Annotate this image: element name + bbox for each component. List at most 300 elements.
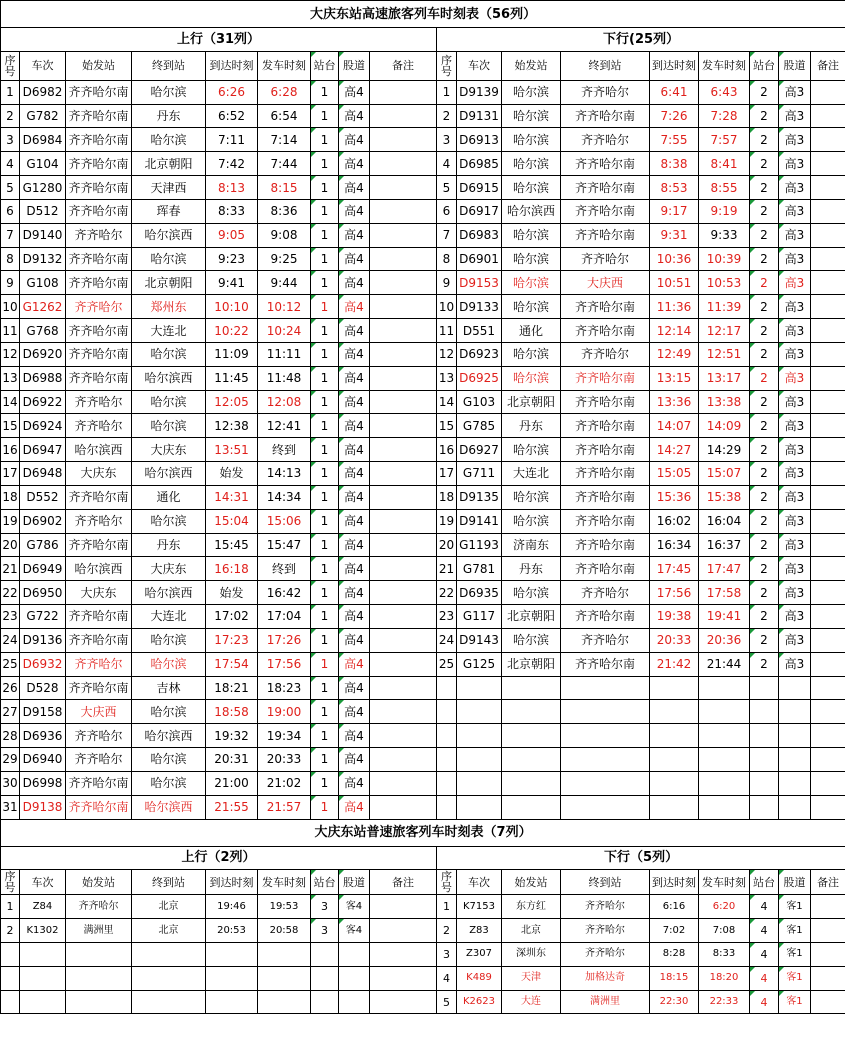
up-platform: 1 [311, 319, 339, 343]
down-row-number [437, 676, 457, 700]
up-departure-time: 16:42 [258, 581, 311, 605]
down-platform: 2 [750, 509, 779, 533]
down-arrival-time: 14:27 [650, 438, 699, 462]
up-terminal-station [132, 966, 206, 990]
table-row [1, 652, 845, 676]
up-remarks [370, 342, 437, 366]
down-track: 高3 [779, 557, 811, 581]
down-platform: 2 [750, 271, 779, 295]
down-row-number: 17 [437, 462, 457, 486]
down-track: 高3 [779, 319, 811, 343]
up-track: 高4 [339, 724, 370, 748]
table-row [1, 509, 845, 533]
up-terminal-station: 哈尔滨 [132, 748, 206, 772]
down-platform: 2 [750, 247, 779, 271]
up-track: 高4 [339, 652, 370, 676]
up-row-number: 20 [1, 533, 20, 557]
up-remarks [370, 966, 437, 990]
down-terminal-station: 齐齐哈尔 [561, 942, 650, 966]
table-row [1, 366, 845, 390]
up-remarks [370, 605, 437, 629]
up-platform: 1 [311, 247, 339, 271]
down-arrival-time: 6:16 [650, 895, 699, 919]
down-row-number [437, 795, 457, 819]
down-train-number: D9133 [457, 295, 502, 319]
up-row-number: 28 [1, 724, 20, 748]
down-remarks [811, 152, 845, 176]
up-row-number: 25 [1, 652, 20, 676]
down-arrival-time: 12:14 [650, 319, 699, 343]
up-remarks [370, 895, 437, 919]
down-origin-station: 深圳东 [502, 942, 561, 966]
up-departure-time: 19:53 [258, 895, 311, 919]
down-origin-station [502, 676, 561, 700]
down-platform [750, 771, 779, 795]
header-departure-time: 发车时刻 [258, 870, 311, 895]
down-origin-station: 哈尔滨 [502, 176, 561, 200]
header-track: 股道 [779, 51, 811, 80]
header-arrival-time: 到达时刻 [206, 51, 258, 80]
hs-direction-row [1, 28, 845, 52]
table-row [1, 990, 845, 1014]
down-train-number: D6917 [457, 199, 502, 223]
down-train-number: D9143 [457, 628, 502, 652]
down-arrival-time: 13:36 [650, 390, 699, 414]
up-train-number: D6920 [20, 342, 66, 366]
up-origin-station: 齐齐哈尔南 [66, 80, 132, 104]
up-platform: 1 [311, 414, 339, 438]
up-track: 高4 [339, 152, 370, 176]
down-departure-time: 19:41 [699, 605, 750, 629]
down-track: 客1 [779, 966, 811, 990]
down-platform: 4 [750, 990, 779, 1014]
up-train-number [20, 942, 66, 966]
header-origin-station: 始发站 [502, 870, 561, 895]
up-origin-station: 齐齐哈尔南 [66, 605, 132, 629]
down-platform: 2 [750, 581, 779, 605]
up-terminal-station: 吉林 [132, 676, 206, 700]
down-origin-station: 通化 [502, 319, 561, 343]
hs-title-row [1, 1, 845, 28]
down-track: 高3 [779, 128, 811, 152]
down-remarks [811, 605, 845, 629]
down-track: 高3 [779, 438, 811, 462]
up-arrival-time: 20:31 [206, 748, 258, 772]
up-platform: 3 [311, 919, 339, 943]
table-row [1, 676, 845, 700]
up-terminal-station: 丹东 [132, 533, 206, 557]
up-row-number: 15 [1, 414, 20, 438]
table-row [1, 966, 845, 990]
down-departure-time: 8:55 [699, 176, 750, 200]
header-row-number: 序号 [1, 870, 20, 895]
down-departure-time: 11:39 [699, 295, 750, 319]
up-row-number: 16 [1, 438, 20, 462]
down-arrival-time: 20:33 [650, 628, 699, 652]
up-track: 客4 [339, 919, 370, 943]
up-row-number: 2 [1, 919, 20, 943]
up-platform: 1 [311, 462, 339, 486]
up-departure-time: 17:04 [258, 605, 311, 629]
down-origin-station [502, 771, 561, 795]
down-train-number: K2623 [457, 990, 502, 1014]
down-platform: 2 [750, 414, 779, 438]
up-terminal-station: 大庆东 [132, 438, 206, 462]
down-terminal-station: 齐齐哈尔南 [561, 223, 650, 247]
up-train-number: D512 [20, 199, 66, 223]
up-terminal-station: 北京朝阳 [132, 152, 206, 176]
down-arrival-time: 22:30 [650, 990, 699, 1014]
down-track [779, 795, 811, 819]
down-departure-time: 6:43 [699, 80, 750, 104]
ns-up-title: 上行（2列） [1, 846, 437, 870]
up-row-number: 4 [1, 152, 20, 176]
down-train-number: G1193 [457, 533, 502, 557]
up-terminal-station [132, 990, 206, 1014]
up-arrival-time: 19:32 [206, 724, 258, 748]
down-remarks [811, 414, 845, 438]
table-row [1, 128, 845, 152]
up-platform: 1 [311, 676, 339, 700]
header-terminal-station: 终到站 [561, 870, 650, 895]
down-remarks [811, 557, 845, 581]
up-origin-station: 齐齐哈尔南 [66, 771, 132, 795]
up-origin-station: 齐齐哈尔 [66, 509, 132, 533]
down-remarks [811, 895, 845, 919]
header-departure-time: 发车时刻 [699, 51, 750, 80]
down-terminal-station: 齐齐哈尔 [561, 342, 650, 366]
table-row [1, 438, 845, 462]
up-origin-station: 齐齐哈尔南 [66, 128, 132, 152]
up-train-number: G1262 [20, 295, 66, 319]
up-departure-time [258, 966, 311, 990]
up-arrival-time: 7:11 [206, 128, 258, 152]
down-row-number: 16 [437, 438, 457, 462]
up-row-number [1, 990, 20, 1014]
down-platform: 2 [750, 176, 779, 200]
up-train-number: D6948 [20, 462, 66, 486]
up-departure-time: 9:08 [258, 223, 311, 247]
down-departure-time: 15:07 [699, 462, 750, 486]
ns-title: 大庆东站普速旅客列车时刻表（7列） [1, 819, 845, 846]
down-departure-time: 21:44 [699, 652, 750, 676]
down-arrival-time [650, 724, 699, 748]
down-terminal-station: 齐齐哈尔 [561, 80, 650, 104]
down-origin-station: 大连北 [502, 462, 561, 486]
down-row-number: 11 [437, 319, 457, 343]
up-departure-time: 11:48 [258, 366, 311, 390]
up-arrival-time: 6:26 [206, 80, 258, 104]
up-arrival-time: 8:33 [206, 199, 258, 223]
down-departure-time: 9:19 [699, 199, 750, 223]
down-row-number [437, 700, 457, 724]
down-terminal-station [561, 795, 650, 819]
up-origin-station [66, 990, 132, 1014]
up-arrival-time: 10:22 [206, 319, 258, 343]
up-row-number: 7 [1, 223, 20, 247]
up-origin-station: 齐齐哈尔 [66, 724, 132, 748]
up-platform: 1 [311, 748, 339, 772]
down-train-number: D6985 [457, 152, 502, 176]
down-origin-station [502, 795, 561, 819]
down-remarks [811, 771, 845, 795]
down-terminal-station: 齐齐哈尔南 [561, 199, 650, 223]
up-platform: 1 [311, 652, 339, 676]
up-track: 高4 [339, 628, 370, 652]
down-origin-station: 哈尔滨 [502, 223, 561, 247]
down-platform: 4 [750, 966, 779, 990]
down-row-number: 5 [437, 990, 457, 1014]
down-remarks [811, 247, 845, 271]
down-departure-time: 6:20 [699, 895, 750, 919]
down-track: 高3 [779, 414, 811, 438]
table-row [1, 700, 845, 724]
down-row-number: 4 [437, 152, 457, 176]
down-track [779, 771, 811, 795]
table-row [1, 795, 845, 819]
down-departure-time: 13:17 [699, 366, 750, 390]
up-track: 高4 [339, 581, 370, 605]
up-arrival-time: 17:54 [206, 652, 258, 676]
up-departure-time: 21:57 [258, 795, 311, 819]
up-track: 高4 [339, 771, 370, 795]
up-departure-time: 10:24 [258, 319, 311, 343]
up-origin-station: 齐齐哈尔南 [66, 271, 132, 295]
down-train-number: G711 [457, 462, 502, 486]
up-remarks [370, 628, 437, 652]
down-platform: 2 [750, 80, 779, 104]
table-row [1, 605, 845, 629]
up-platform: 1 [311, 176, 339, 200]
down-track: 客1 [779, 919, 811, 943]
up-remarks [370, 533, 437, 557]
header-train-number: 车次 [20, 51, 66, 80]
down-train-number: G785 [457, 414, 502, 438]
up-origin-station: 哈尔滨西 [66, 557, 132, 581]
down-train-number: D6935 [457, 581, 502, 605]
up-origin-station: 齐齐哈尔南 [66, 628, 132, 652]
up-row-number: 19 [1, 509, 20, 533]
up-track: 高4 [339, 128, 370, 152]
header-terminal-station: 终到站 [561, 51, 650, 80]
down-row-number: 1 [437, 895, 457, 919]
up-platform: 1 [311, 724, 339, 748]
down-train-number: D6915 [457, 176, 502, 200]
table-row [1, 247, 845, 271]
down-train-number [457, 795, 502, 819]
up-train-number: D6936 [20, 724, 66, 748]
down-origin-station: 哈尔滨西 [502, 199, 561, 223]
up-track: 客4 [339, 895, 370, 919]
down-platform: 2 [750, 628, 779, 652]
up-platform: 1 [311, 223, 339, 247]
up-row-number: 10 [1, 295, 20, 319]
up-row-number: 8 [1, 247, 20, 271]
up-arrival-time: 21:00 [206, 771, 258, 795]
up-arrival-time: 9:05 [206, 223, 258, 247]
up-train-number: D9136 [20, 628, 66, 652]
down-track: 高3 [779, 485, 811, 509]
down-terminal-station: 大庆西 [561, 271, 650, 295]
header-remarks: 备注 [811, 51, 845, 80]
down-terminal-station: 齐齐哈尔南 [561, 462, 650, 486]
up-departure-time: 20:33 [258, 748, 311, 772]
down-track: 高3 [779, 223, 811, 247]
up-departure-time: 6:54 [258, 104, 311, 128]
down-arrival-time [650, 676, 699, 700]
header-track: 股道 [339, 51, 370, 80]
down-train-number: D6913 [457, 128, 502, 152]
header-terminal-station: 终到站 [132, 51, 206, 80]
table-row [1, 199, 845, 223]
up-terminal-station: 哈尔滨西 [132, 724, 206, 748]
up-terminal-station: 哈尔滨 [132, 414, 206, 438]
down-platform: 4 [750, 919, 779, 943]
up-row-number: 31 [1, 795, 20, 819]
table-row [1, 271, 845, 295]
down-track: 高3 [779, 271, 811, 295]
up-origin-station: 齐齐哈尔 [66, 652, 132, 676]
hs-title: 大庆东站高速旅客列车时刻表（56列） [1, 1, 845, 28]
up-remarks [370, 223, 437, 247]
up-row-number [1, 966, 20, 990]
down-origin-station: 哈尔滨 [502, 104, 561, 128]
up-arrival-time: 7:42 [206, 152, 258, 176]
down-remarks [811, 628, 845, 652]
down-remarks [811, 581, 845, 605]
down-departure-time: 9:33 [699, 223, 750, 247]
down-origin-station: 济南东 [502, 533, 561, 557]
down-row-number [437, 771, 457, 795]
down-departure-time: 18:20 [699, 966, 750, 990]
up-origin-station: 齐齐哈尔 [66, 748, 132, 772]
up-departure-time: 终到 [258, 438, 311, 462]
up-track: 高4 [339, 700, 370, 724]
up-departure-time: 6:28 [258, 80, 311, 104]
down-departure-time [699, 771, 750, 795]
header-remarks: 备注 [811, 870, 845, 895]
up-terminal-station: 哈尔滨 [132, 771, 206, 795]
down-platform: 2 [750, 128, 779, 152]
up-remarks [370, 319, 437, 343]
down-arrival-time: 9:17 [650, 199, 699, 223]
up-track [339, 966, 370, 990]
up-train-number: D6922 [20, 390, 66, 414]
down-origin-station: 哈尔滨 [502, 509, 561, 533]
down-terminal-station: 齐齐哈尔南 [561, 319, 650, 343]
down-origin-station: 哈尔滨 [502, 628, 561, 652]
down-train-number: D9131 [457, 104, 502, 128]
up-row-number: 11 [1, 319, 20, 343]
down-departure-time: 12:51 [699, 342, 750, 366]
up-row-number: 18 [1, 485, 20, 509]
down-platform: 2 [750, 342, 779, 366]
down-origin-station: 哈尔滨 [502, 247, 561, 271]
down-remarks [811, 438, 845, 462]
up-arrival-time: 9:23 [206, 247, 258, 271]
down-row-number: 13 [437, 366, 457, 390]
down-row-number: 21 [437, 557, 457, 581]
up-track: 高4 [339, 605, 370, 629]
up-departure-time: 9:25 [258, 247, 311, 271]
down-arrival-time: 18:15 [650, 966, 699, 990]
up-remarks [370, 199, 437, 223]
up-arrival-time [206, 990, 258, 1014]
down-remarks [811, 942, 845, 966]
up-departure-time: 8:15 [258, 176, 311, 200]
up-origin-station: 齐齐哈尔南 [66, 176, 132, 200]
up-arrival-time: 21:55 [206, 795, 258, 819]
up-origin-station: 大庆东 [66, 462, 132, 486]
up-platform [311, 990, 339, 1014]
down-remarks [811, 724, 845, 748]
down-train-number: G103 [457, 390, 502, 414]
up-platform: 1 [311, 771, 339, 795]
ns-down-title: 下行（5列） [437, 846, 845, 870]
up-terminal-station: 哈尔滨 [132, 342, 206, 366]
down-arrival-time: 6:41 [650, 80, 699, 104]
up-platform: 1 [311, 533, 339, 557]
up-arrival-time: 10:10 [206, 295, 258, 319]
down-terminal-station: 齐齐哈尔南 [561, 390, 650, 414]
up-platform: 1 [311, 581, 339, 605]
up-track: 高4 [339, 557, 370, 581]
up-track: 高4 [339, 319, 370, 343]
header-platform: 站台 [311, 51, 339, 80]
ns-direction-row [1, 846, 845, 870]
down-departure-time: 17:58 [699, 581, 750, 605]
down-arrival-time: 15:36 [650, 485, 699, 509]
up-platform: 1 [311, 485, 339, 509]
down-arrival-time: 16:02 [650, 509, 699, 533]
up-terminal-station: 大连北 [132, 605, 206, 629]
up-remarks [370, 771, 437, 795]
header-train-number: 车次 [457, 51, 502, 80]
up-departure-time: 21:02 [258, 771, 311, 795]
up-remarks [370, 104, 437, 128]
down-platform: 2 [750, 485, 779, 509]
header-row-number: 序号 [437, 870, 457, 895]
up-track: 高4 [339, 271, 370, 295]
up-remarks [370, 700, 437, 724]
up-train-number: D9158 [20, 700, 66, 724]
up-row-number: 5 [1, 176, 20, 200]
down-row-number: 23 [437, 605, 457, 629]
up-train-number: D9140 [20, 223, 66, 247]
up-origin-station: 齐齐哈尔 [66, 390, 132, 414]
up-origin-station: 大庆西 [66, 700, 132, 724]
down-train-number: D6983 [457, 223, 502, 247]
header-train-number: 车次 [457, 870, 502, 895]
up-remarks [370, 271, 437, 295]
up-departure-time: 19:00 [258, 700, 311, 724]
up-arrival-time: 6:52 [206, 104, 258, 128]
up-arrival-time: 11:09 [206, 342, 258, 366]
up-platform: 1 [311, 700, 339, 724]
down-arrival-time [650, 771, 699, 795]
down-origin-station: 哈尔滨 [502, 271, 561, 295]
down-origin-station: 哈尔滨 [502, 152, 561, 176]
down-origin-station: 哈尔滨 [502, 581, 561, 605]
up-origin-station: 齐齐哈尔 [66, 295, 132, 319]
header-departure-time: 发车时刻 [258, 51, 311, 80]
hs-down-title: 下行(25列） [437, 28, 845, 52]
down-terminal-station: 齐齐哈尔南 [561, 438, 650, 462]
up-track: 高4 [339, 676, 370, 700]
down-arrival-time: 10:36 [650, 247, 699, 271]
down-arrival-time: 14:07 [650, 414, 699, 438]
down-origin-station: 北京朝阳 [502, 652, 561, 676]
